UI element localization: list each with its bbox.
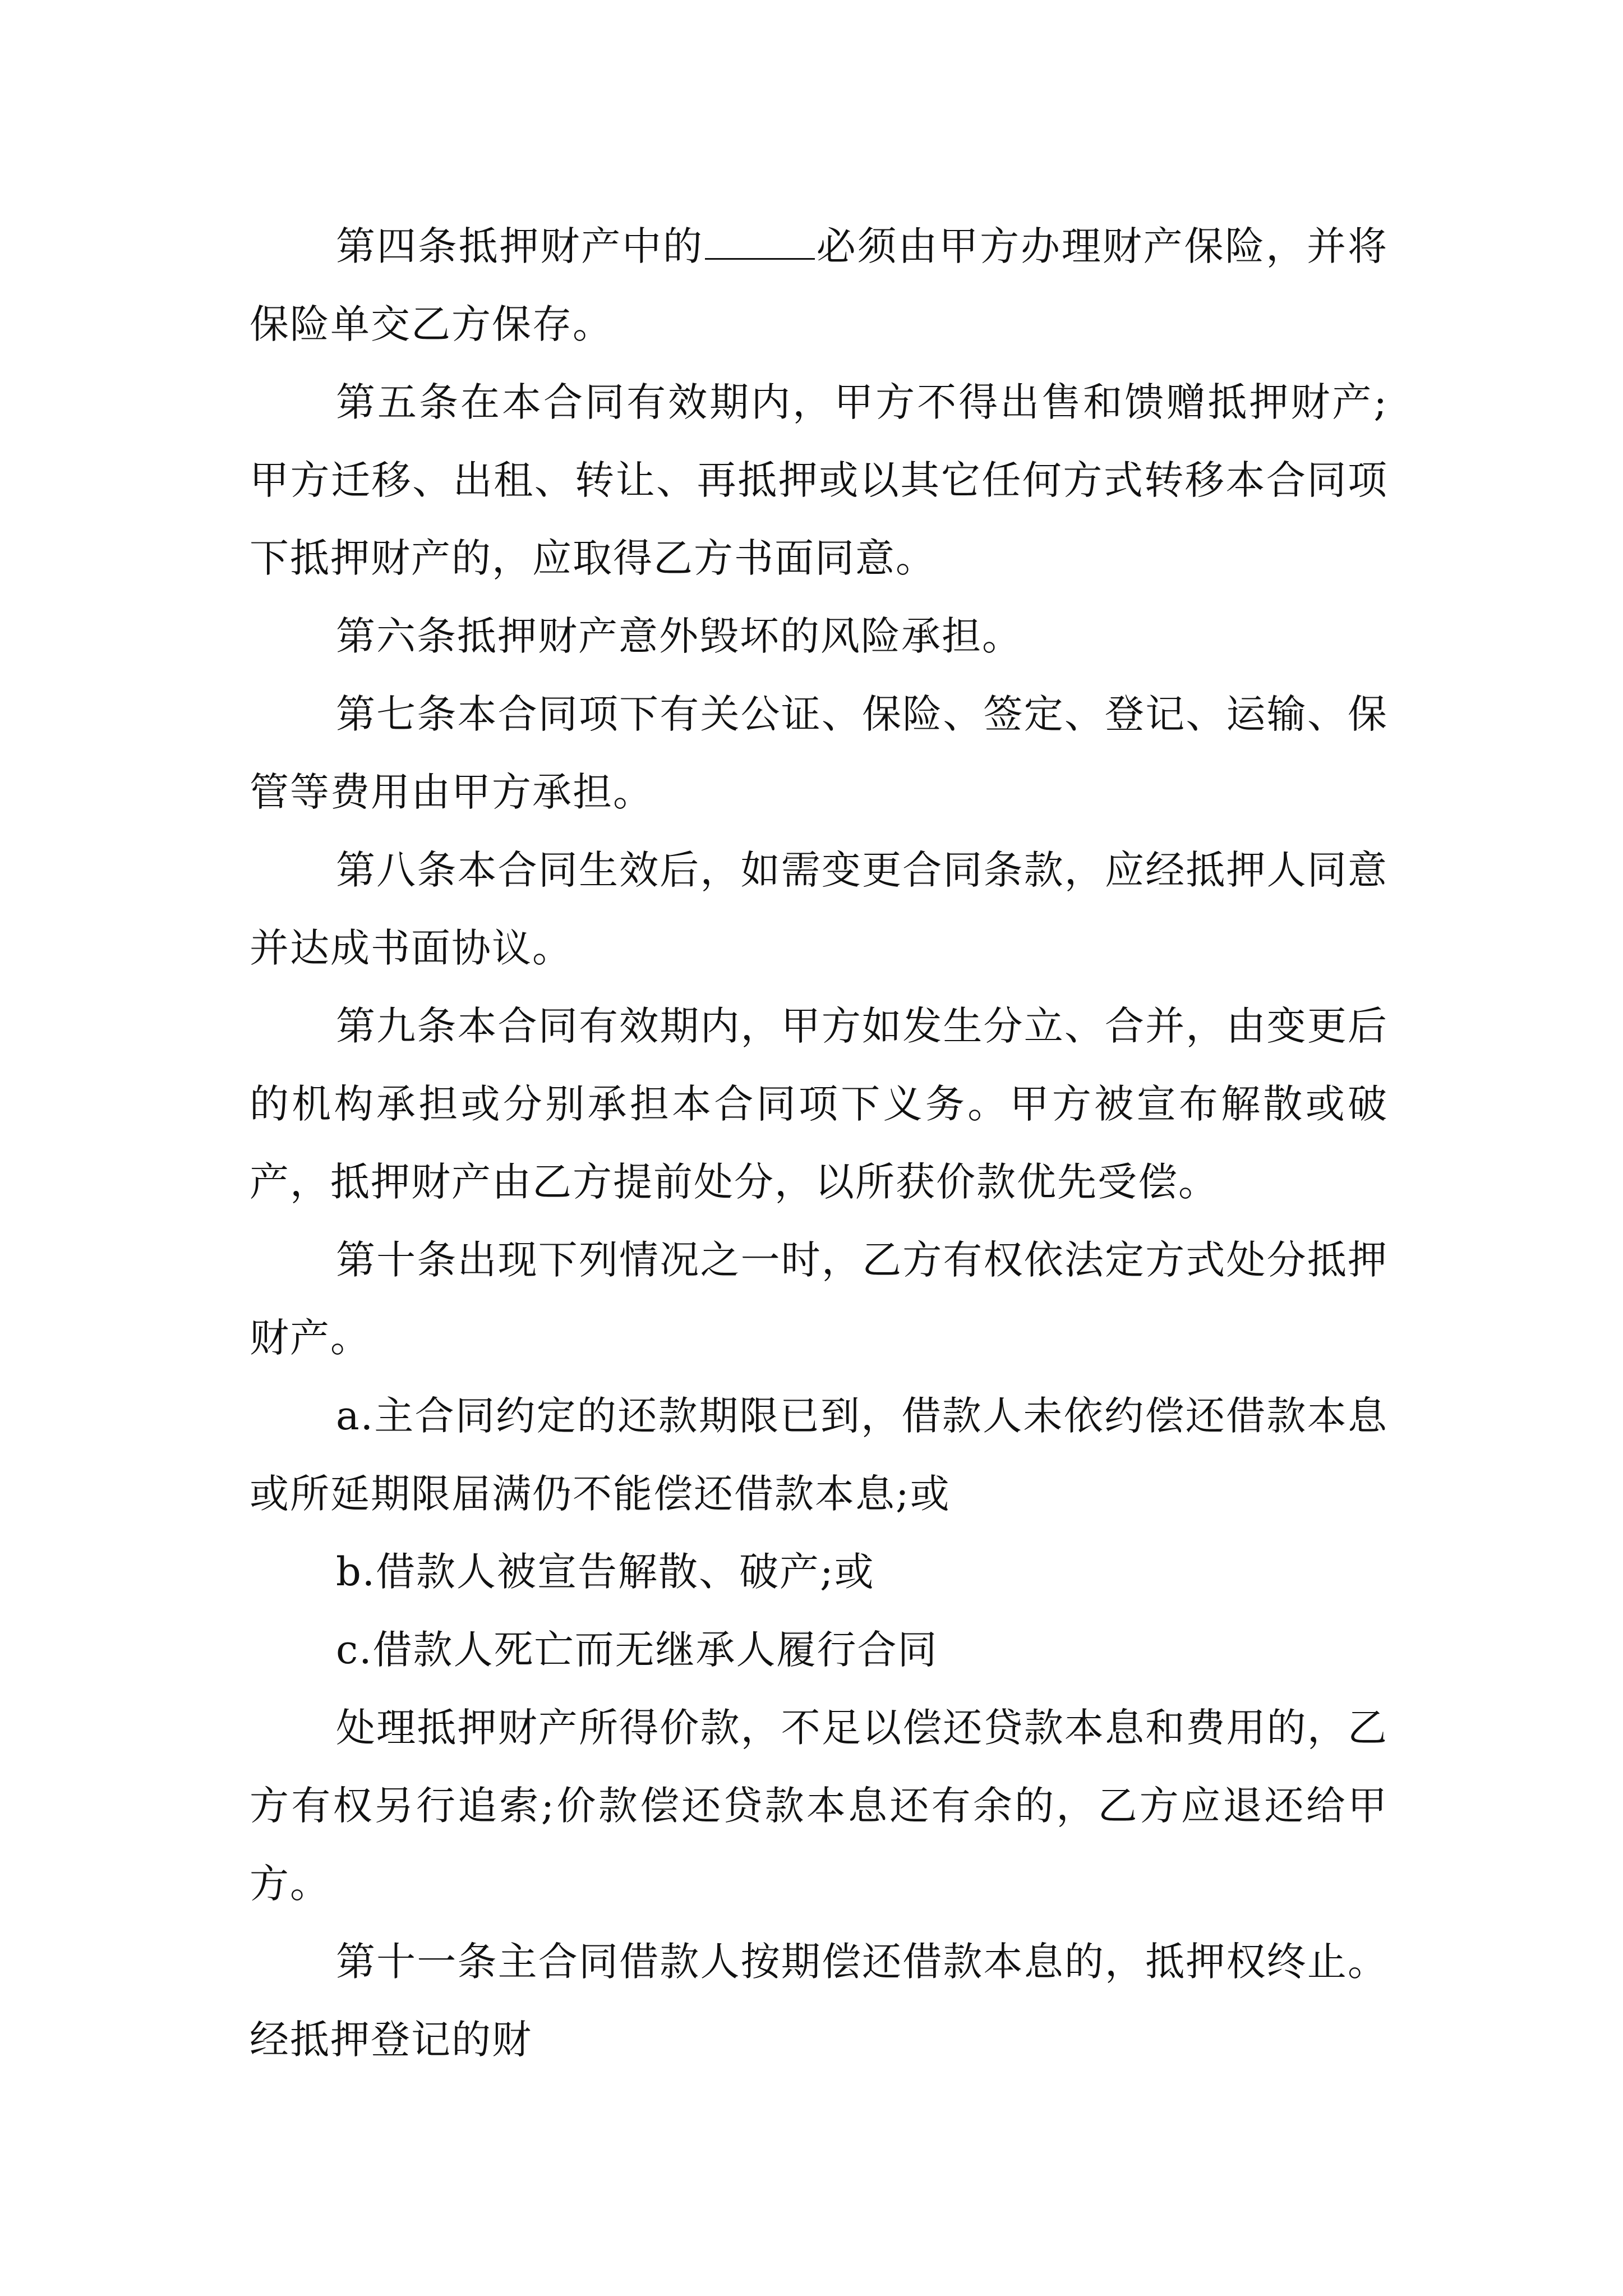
list-item-b: b.借款人被宣告解散、破产;或: [336, 1549, 875, 1595]
list-item-a: a.主合同约定的还款期限已到，借款人未依约偿还借款本息或所延期限届满仍不能偿还借款本息;或: [250, 1393, 1388, 1517]
article-4-text-end: 必须由甲方办理财产保险，并将保险单交乙方保存。: [250, 223, 1389, 347]
fill-in-blank: [705, 223, 815, 260]
article-4-text-start: 第四条抵押财产中的: [336, 223, 704, 269]
paragraph-article-6: 第六条抵押财产意外毁坏的风险承担。: [336, 613, 1022, 659]
paragraph-article-10: 第十条出现下列情况之一时，乙方有权依法定方式处分抵押财产。: [250, 1237, 1388, 1361]
paragraph-article-5: 第五条在本合同有效期内，甲方不得出售和馈赠抵押财产;甲方迁移、出租、转让、再抵押或以其它任何方式转移本合同项下抵押财产的，应取得乙方书面同意。: [250, 379, 1388, 581]
paragraph-article-8: 第八条本合同生效后，如需变更合同条款，应经抵押人同意并达成书面协议。: [250, 847, 1388, 971]
paragraph-article-4: [250, 208, 1388, 364]
list-item-c: c.借款人死亡而无继承人履行合同: [336, 1627, 938, 1673]
paragraph-proceeds: 处理抵押财产所得价款，不足以偿还贷款本息和费用的，乙方有权另行追索;价款偿还贷款本息还有余的，乙方应退还给甲方。: [250, 1705, 1388, 1907]
document-body: [250, 208, 1388, 2079]
paragraph-article-9: 第九条本合同有效期内，甲方如发生分立、合并，由变更后的机构承担或分别承担本合同项下义务。甲方被宣布解散或破产，抵押财产由乙方提前处分，以所获价款优先受偿。: [250, 1003, 1388, 1205]
paragraph-article-7: 第七条本合同项下有关公证、保险、签定、登记、运输、保管等费用由甲方承担。: [250, 691, 1388, 815]
paragraph-article-11: 第十一条主合同借款人按期偿还借款本息的，抵押权终止。经抵押登记的财: [250, 1939, 1388, 2063]
